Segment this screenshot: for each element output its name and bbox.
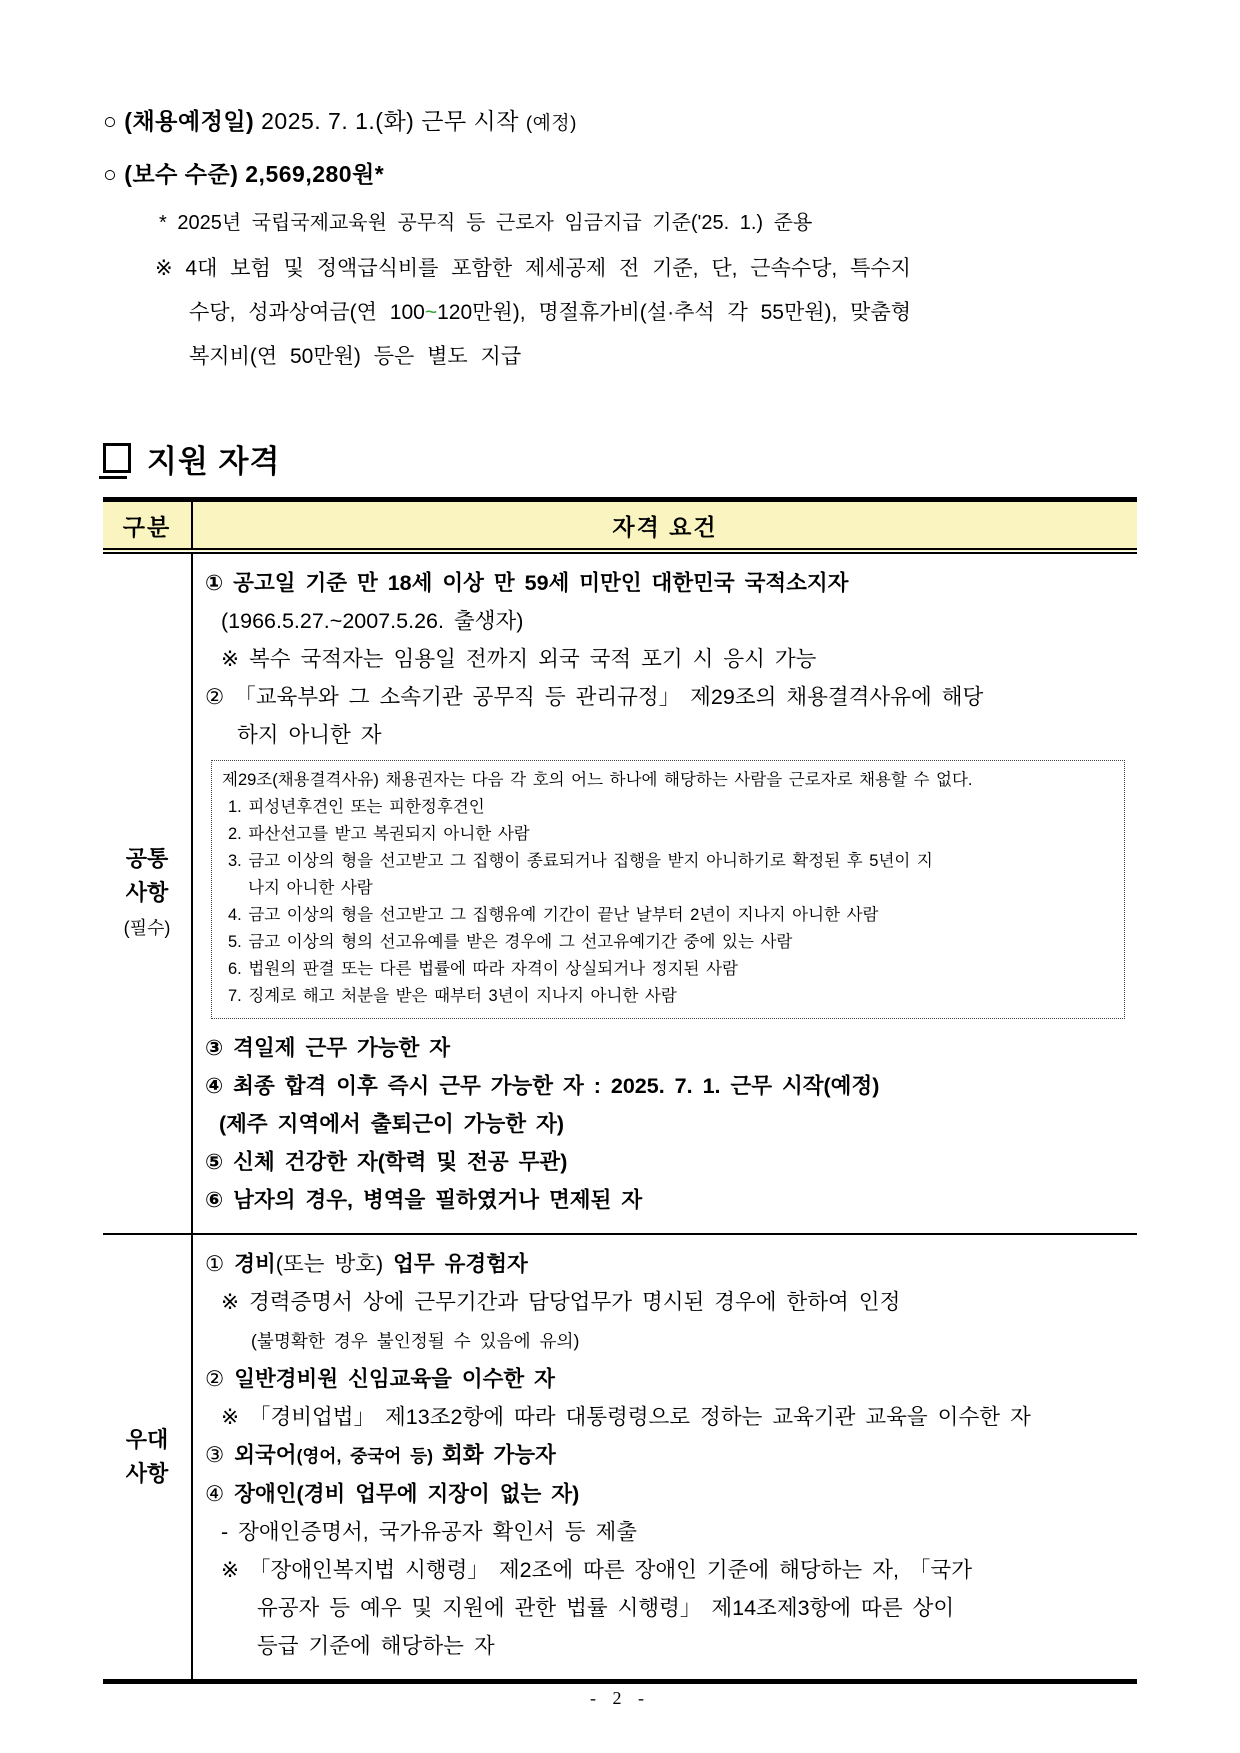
text-segment: ○ — [103, 108, 125, 134]
text-segment: 외국어 — [234, 1443, 297, 1467]
common-item-3 — [205, 1029, 1129, 1067]
text-segment: 업무 유경험자 — [393, 1252, 528, 1276]
text-segment: (영어, 중국어 등) — [296, 1446, 442, 1466]
square-bullet-icon — [103, 443, 131, 473]
row-label-preferred-line — [104, 1423, 190, 1457]
text-segment: ⑤ 신체 건강한 자(학력 및 전공 무관) — [205, 1150, 568, 1174]
text-segment: ④ — [205, 1482, 235, 1506]
common-item-1-note — [221, 640, 1129, 678]
article29-item-3-cont — [248, 875, 1114, 902]
text-segment: (보수 수준) 2,569,280원* — [124, 161, 385, 187]
intro-salary-note-line1 — [155, 247, 1137, 291]
preferred-item-2 — [205, 1360, 1129, 1398]
preferred-item-1-note — [221, 1283, 1129, 1321]
text-segment: (필수) — [123, 918, 171, 938]
article29-item-7 — [228, 983, 1114, 1010]
preferred-item-4-note-line1 — [221, 1551, 1129, 1589]
row-label-common — [103, 551, 192, 1234]
text-segment: 사항 — [125, 1461, 169, 1486]
table-header-row — [103, 500, 1137, 552]
text-segment: ③ 격일제 근무 가능한 자 — [205, 1036, 451, 1060]
text-segment: ⑥ 남자의 경우, 병역을 필하였거나 면제된 자 — [205, 1188, 643, 1212]
text-segment: 복지비(연 50만원) 등은 별도 지급 — [189, 345, 522, 368]
text-segment: - 장애인증명서, 국가유공자 확인서 등 제출 — [221, 1520, 638, 1544]
text-segment: * 2025년 국립국제교육원 공무직 등 근로자 임금지급 기준('25. 1.) 준용 — [159, 212, 813, 234]
table-header-requirements: 자격 요건 — [192, 500, 1137, 552]
text-segment: 회화 가능자 — [441, 1443, 556, 1467]
text-segment: 4. 금고 이상의 형을 선고받고 그 집행유예 기간이 끝난 날부터 2년이 지나지 아니한 사람 — [228, 906, 879, 924]
text-segment: 2. 파산선고를 받고 복권되지 아니한 사람 — [228, 825, 530, 843]
text-segment: ※ 복수 국적자는 임용일 전까지 외국 국적 포기 시 응시 가능 — [221, 647, 817, 671]
section-title: 지원 자격 — [147, 443, 281, 479]
preferred-item-4-note-line2 — [257, 1589, 1129, 1627]
text-segment: 2025. 7. 1.(화) 근무 시작 — [254, 108, 526, 134]
text-segment: 사항 — [125, 880, 169, 905]
common-item-1 — [205, 564, 1129, 602]
text-segment: ※ 경력증명서 상에 근무기간과 담당업무가 명시된 경우에 한하여 인정 — [221, 1290, 901, 1314]
article29-item-2 — [228, 821, 1114, 848]
text-segment: 공통 — [125, 846, 169, 871]
preferred-item-4 — [205, 1475, 1129, 1513]
preferred-item-4-submit — [221, 1513, 1129, 1551]
text-segment: ② 「교육부와 그 소속기관 공무직 등 관리규정」 제29조의 채용결격사유에 해당 — [205, 685, 984, 709]
text-segment: (불명확한 경우 불인정될 수 있음에 유의) — [251, 1331, 580, 1351]
text-segment: (또는 방호) — [275, 1252, 394, 1276]
page-number: - 2 - — [590, 1688, 650, 1708]
text-segment: 제29조(채용결격사유) 채용권자는 다음 각 호의 어느 하나에 해당하는 사람을 근로자로 채용할 수 없다. — [222, 771, 973, 789]
text-segment: ① — [205, 1252, 235, 1276]
preferred-item-1-note-cont — [251, 1321, 1129, 1360]
text-segment: (예정) — [525, 112, 577, 133]
text-segment: 7. 징계로 해고 처분을 받은 때부터 3년이 지나지 아니한 사람 — [228, 987, 677, 1005]
row-content-preferred — [192, 1234, 1137, 1682]
row-label-common-line — [104, 910, 190, 945]
article29-item-4 — [228, 902, 1114, 929]
common-item-4-cont — [219, 1105, 1129, 1143]
text-segment: 120만원), 명절휴가비(설·추석 각 55만원), 맞춤형 — [437, 301, 912, 324]
section-heading — [103, 435, 1137, 481]
row-content-common — [192, 551, 1137, 1234]
table-row-common — [103, 551, 1137, 1234]
article29-item-3 — [228, 848, 1114, 875]
article29-item-6 — [228, 956, 1114, 983]
intro-salary-note-line2 — [189, 291, 1137, 335]
common-item-4 — [205, 1067, 1129, 1105]
text-segment: 1. 피성년후견인 또는 피한정후견인 — [228, 798, 485, 816]
common-item-2 — [205, 678, 1129, 716]
text-segment: 5. 금고 이상의 형의 선고유예를 받은 경우에 그 선고유예기간 중에 있는 사람 — [228, 933, 793, 951]
text-segment: 경비 — [234, 1252, 276, 1276]
common-item-5 — [205, 1143, 1129, 1181]
preferred-item-2-note — [221, 1398, 1129, 1436]
text-segment: ② — [205, 1367, 235, 1391]
row-label-common-line — [104, 876, 190, 910]
article29-intro — [222, 767, 1114, 794]
text-segment: ※ 「장애인복지법 시행령」 제2조에 따른 장애인 기준에 해당하는 자, 「국가 — [221, 1558, 972, 1582]
intro-salary-note-line3 — [189, 335, 1137, 379]
text-segment: 우대 — [125, 1427, 169, 1452]
row-label-preferred — [103, 1234, 192, 1682]
text-segment: ③ — [205, 1443, 235, 1467]
common-item-1-birth-range — [221, 602, 1129, 640]
text-segment: 6. 법원의 판결 또는 다른 법률에 따라 자격이 상실되거나 정지된 사람 — [228, 960, 738, 978]
text-segment: ○ — [103, 161, 125, 187]
text-segment: 유공자 등 예우 및 지원에 관한 법률 시행령」 제14조제3항에 따른 상이 — [257, 1596, 955, 1620]
text-segment: (제주 지역에서 출퇴근이 가능한 자) — [219, 1112, 564, 1136]
table-row-preferred — [103, 1234, 1137, 1682]
common-items-bottom — [205, 1029, 1129, 1219]
text-segment: 하지 아니한 자 — [237, 723, 382, 747]
common-items-top — [205, 564, 1129, 754]
text-segment: (채용예정일) — [124, 108, 255, 134]
text-segment: 3. 금고 이상의 형을 선고받고 그 집행이 종료되거나 집행을 받지 아니하기로 확정된 후 5년이 지 — [228, 852, 933, 870]
preferred-item-1 — [205, 1245, 1129, 1283]
table-header-category: 구분 — [103, 500, 192, 552]
text-segment: 일반경비원 신임교육을 이수한 자 — [234, 1367, 555, 1391]
text-segment: ~ — [424, 301, 438, 324]
intro-section — [103, 104, 1137, 379]
preferred-item-3 — [205, 1436, 1129, 1475]
text-segment: ① 공고일 기준 만 18세 이상 만 59세 미만인 대한민국 국적소지자 — [205, 571, 849, 595]
preferred-item-4-note-line3 — [257, 1627, 1129, 1665]
common-item-2-cont — [237, 716, 1129, 754]
text-segment: 등급 기준에 해당하는 자 — [257, 1634, 495, 1658]
text-segment: 수당, 성과상여금(연 100 — [189, 301, 425, 324]
text-segment: ※ 「경비업법」 제13조2항에 따라 대통령령으로 정하는 교육기관 교육을 이수한 자 — [221, 1405, 1031, 1429]
qualification-table — [103, 497, 1137, 1684]
text-segment: 나지 아니한 사람 — [248, 879, 373, 897]
article29-item-5 — [228, 929, 1114, 956]
article29-box — [211, 760, 1125, 1019]
text-segment: 장애인(경비 업무에 지장이 없는 자) — [234, 1482, 580, 1506]
row-label-common-line — [104, 842, 190, 876]
article29-item-1 — [228, 794, 1114, 821]
row-label-preferred-line — [104, 1457, 190, 1491]
common-item-6 — [205, 1181, 1129, 1219]
text-segment: (1966.5.27.~2007.5.26. 출생자) — [221, 609, 524, 633]
text-segment: ④ 최종 합격 이후 즉시 근무 가능한 자 : 2025. 7. 1. 근무 시작(예정) — [205, 1074, 880, 1098]
text-segment: ※ 4대 보험 및 정액급식비를 포함한 제세공제 전 기준, 단, 근속수당, 특수지 — [155, 257, 911, 280]
intro-hire-date-line — [103, 104, 1137, 140]
intro-salary-note-star — [159, 208, 1137, 238]
intro-salary-line — [103, 157, 1137, 191]
